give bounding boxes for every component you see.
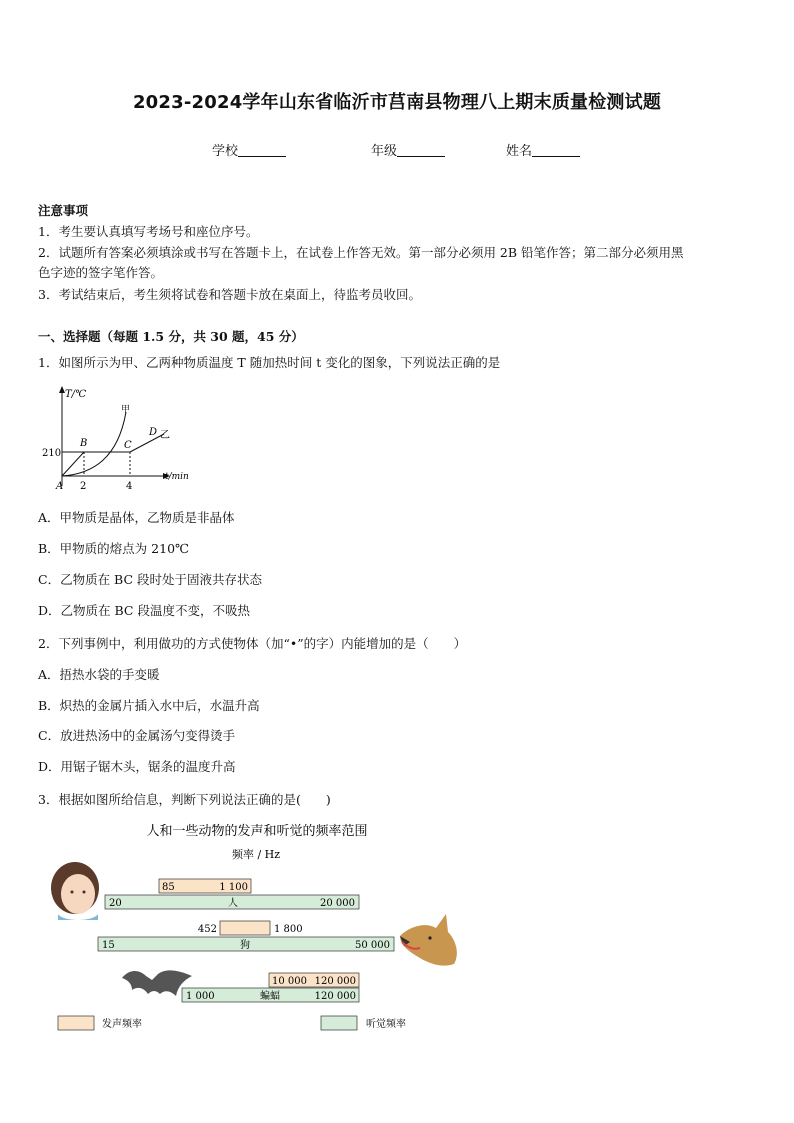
x-axis-label: t/min <box>165 472 189 482</box>
section-heading: 一、选择题（每题 1.5 分，共 30 题，45 分） <box>38 329 304 344</box>
bat-hear-min: 1 000 <box>186 991 215 1002</box>
option-b[interactable]: B．甲物质的熔点为 210℃ <box>38 541 190 556</box>
note-item: 色字迹的签字笔作答。 <box>38 265 164 280</box>
name-field: 姓名 <box>506 140 580 159</box>
bat-hear-max: 120 000 <box>314 991 356 1002</box>
point-label: D <box>149 427 158 438</box>
curve-label: 甲 <box>121 405 131 415</box>
figure-title: 人和一些动物的发声和听觉的频率范围 <box>146 824 368 839</box>
legend-hear-label: 听觉频率 <box>366 1019 406 1030</box>
option-a[interactable]: A．甲物质是晶体，乙物质是非晶体 <box>38 510 235 525</box>
point-label: A <box>56 481 64 492</box>
point-label: C <box>124 440 132 451</box>
point-label: B <box>80 438 88 449</box>
dog-head-icon <box>400 914 457 966</box>
unit-label: 频率 / Hz <box>231 848 281 861</box>
temperature-time-graph <box>38 382 198 494</box>
grade-field: 年级 <box>371 140 445 159</box>
frequency-range-figure <box>38 818 478 1038</box>
legend-hear-swatch <box>321 1016 357 1030</box>
question-1-stem: 1．如图所示为甲、乙两种物质温度 T 随加热时间 t 变化的图象，下列说法正确的是 <box>38 355 501 370</box>
note-item: 2．试题所有答案必须填涂或书写在答题卡上，在试卷上作答无效。第一部分必须用 2B 铅笔作答；第二部分必须用黑 <box>38 245 684 260</box>
school-field: 学校 <box>212 140 286 159</box>
curve-jia <box>62 412 126 476</box>
dog-emit-bar <box>220 921 270 935</box>
option-c[interactable]: C．放进热汤中的金属汤勺变得烫手 <box>38 728 236 743</box>
human-hear-max: 20 000 <box>320 898 355 909</box>
question-3-stem: 3．根据如图所给信息，判断下列说法正确的是( ) <box>38 792 331 807</box>
note-item: 1．考生要认真填写考场号和座位序号。 <box>38 224 259 239</box>
dog-label: 狗 <box>240 940 250 951</box>
human-face-icon <box>51 862 99 920</box>
dog-emit-min: 452 <box>197 924 217 935</box>
curve-label: 乙 <box>160 430 170 441</box>
y-tick-label: 210 <box>42 448 62 459</box>
human-hear-min: 20 <box>109 898 122 909</box>
bat-icon <box>122 970 192 996</box>
notes-heading: 注意事项 <box>38 203 89 218</box>
note-item: 3．考试结束后，考生须将试卷和答题卡放在桌面上，待监考员收回。 <box>38 287 421 302</box>
page-title: 2023-2024学年山东省临沂市莒南县物理八上期末质量检测试题 <box>132 92 662 113</box>
option-a[interactable]: A．捂热水袋的手变暖 <box>38 667 160 682</box>
legend-emit-swatch <box>58 1016 94 1030</box>
option-c[interactable]: C．乙物质在 BC 段时处于固液共存状态 <box>38 572 262 587</box>
curve-yi-end <box>130 434 164 452</box>
grade-blank[interactable] <box>397 144 445 157</box>
dog-hear-max: 50 000 <box>355 940 390 951</box>
school-blank[interactable] <box>238 144 286 157</box>
legend-emit-label: 发声频率 <box>102 1019 142 1030</box>
option-b[interactable]: B．炽热的金属片插入水中后，水温升高 <box>38 698 260 713</box>
x-tick-label: 4 <box>126 481 133 492</box>
bat-emit-max: 120 000 <box>314 976 356 987</box>
bat-label: 蝙蝠 <box>260 991 280 1002</box>
human-label: 人 <box>228 898 238 909</box>
option-d[interactable]: D．用锯子锯木头，锯条的温度升高 <box>38 759 236 774</box>
option-d[interactable]: D．乙物质在 BC 段温度不变，不吸热 <box>38 603 250 618</box>
dog-emit-max: 1 800 <box>274 924 303 935</box>
x-tick-label: 2 <box>80 481 87 492</box>
bat-emit-min: 10 000 <box>272 976 307 987</box>
human-emit-max: 1 100 <box>219 882 248 893</box>
y-axis-label: T/℃ <box>65 389 87 400</box>
human-emit-min: 85 <box>162 882 175 893</box>
question-2-stem: 2．下列事例中，利用做功的方式使物体（加“•”的字）内能增加的是（ ） <box>38 636 467 651</box>
name-blank[interactable] <box>532 144 580 157</box>
dog-hear-min: 15 <box>102 940 115 951</box>
